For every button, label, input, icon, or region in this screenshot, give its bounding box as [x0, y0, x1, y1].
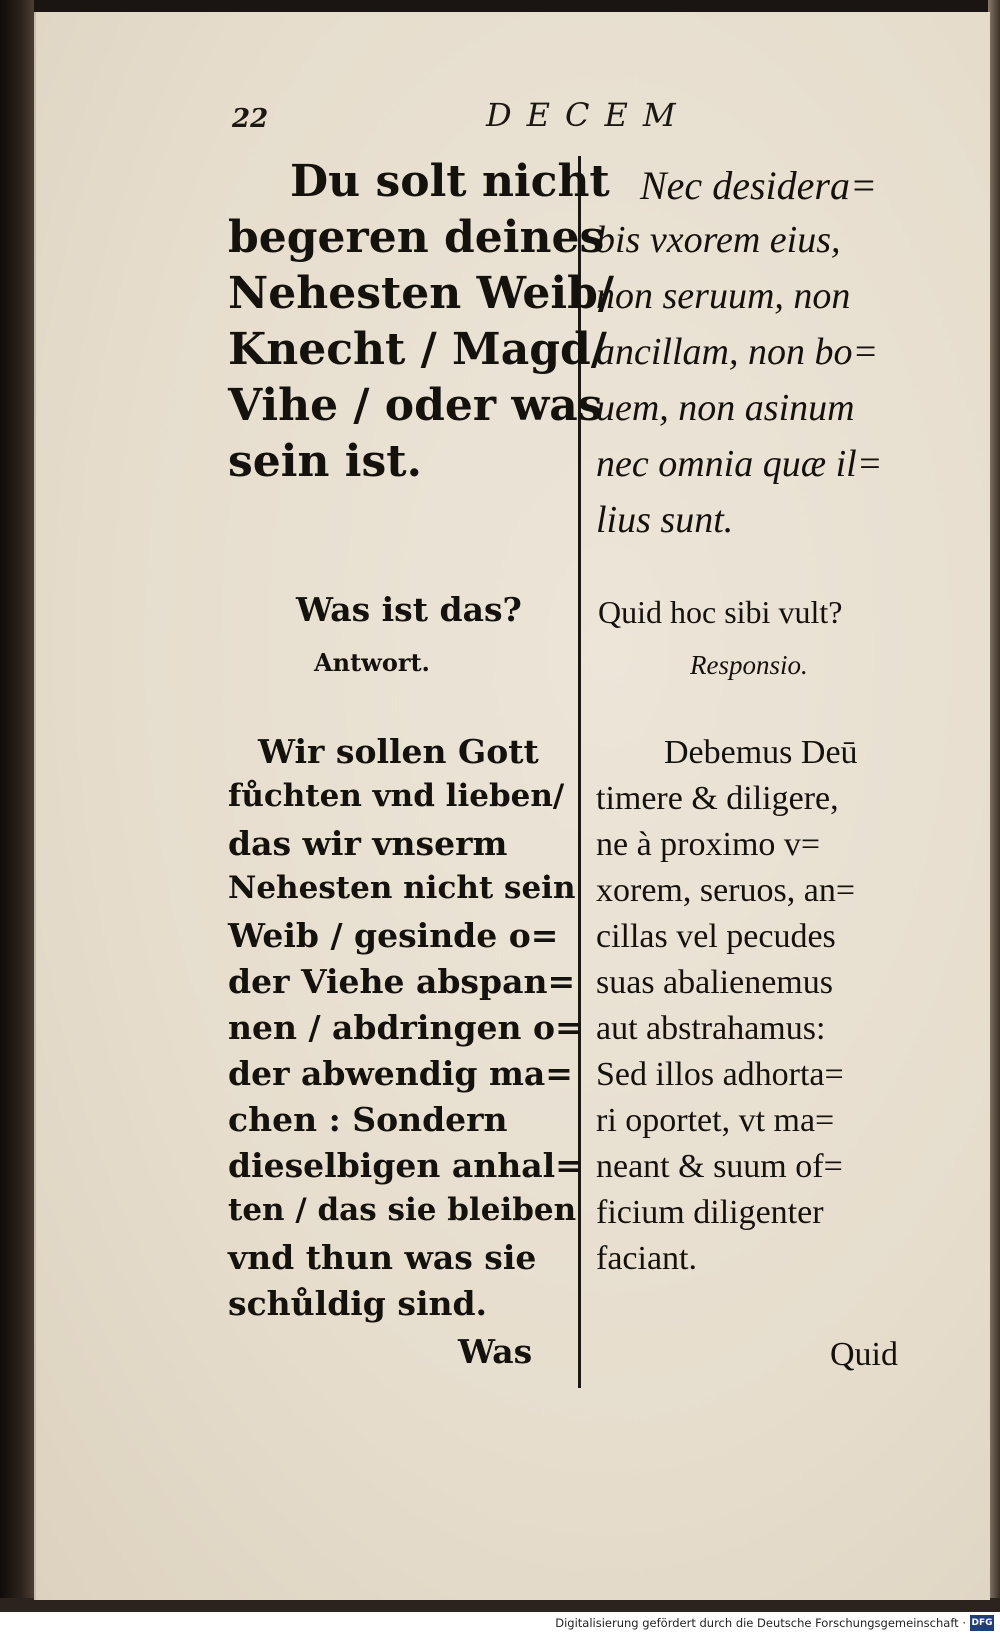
latin-catchword: Quid — [830, 1336, 898, 1373]
german-answer-line: fůchten vnd lieben/ — [228, 778, 565, 814]
latin-commandment-line: lius sunt. — [596, 499, 734, 541]
latin-commandment-line: Nec desidera= — [640, 163, 877, 208]
german-answer-line: Wir sollen Gott — [258, 732, 539, 771]
latin-answer-line: ri oportet, vt ma= — [596, 1102, 835, 1139]
german-commandment-line: Knecht / Magd/ — [228, 324, 607, 375]
german-answer-line: vnd thun was sie — [228, 1238, 537, 1277]
latin-answer-line: Sed illos adhorta= — [596, 1056, 844, 1093]
german-answer-line: ten / das sie bleiben — [228, 1192, 577, 1228]
latin-commandment-line: uem, non asinum — [596, 387, 855, 429]
running-title: DECEM — [486, 96, 691, 134]
latin-commandment-line: nec omnia quæ il= — [596, 443, 883, 485]
page-number: 22 — [232, 104, 269, 134]
german-answer-line: der Viehe abspan= — [228, 962, 576, 1001]
german-answer-line: schůldig sind. — [228, 1284, 488, 1323]
book-edge-bottom — [0, 1598, 1000, 1612]
german-commandment-line: begeren deines — [228, 212, 605, 263]
latin-answer-line: cillas vel pecudes — [596, 918, 836, 955]
latin-answer-label: Responsio. — [690, 650, 808, 680]
latin-answer-line: faciant. — [596, 1240, 697, 1277]
german-answer-line: nen / abdringen o= — [228, 1008, 583, 1047]
latin-commandment-line: non seruum, non — [596, 275, 851, 317]
german-answer-label: Antwort. — [314, 648, 430, 677]
german-commandment-line: sein ist. — [228, 436, 422, 487]
latin-answer-line: Debemus Deū — [664, 734, 858, 771]
german-question: Was ist das? — [296, 590, 522, 629]
german-answer-line: dieselbigen anhal= — [228, 1146, 583, 1185]
latin-answer-line: suas abalienemus — [596, 964, 833, 1001]
footer-bar — [0, 1612, 1000, 1637]
latin-answer-line: neant & suum of= — [596, 1148, 843, 1185]
footer-credit: Digitalisierung gefördert durch die Deutsche Forschungsgemeinschaft · — [555, 1616, 966, 1630]
german-answer-line: das wir vnserm — [228, 824, 508, 863]
latin-answer-line: xorem, seruos, an= — [596, 872, 856, 909]
latin-answer-line: aut abstrahamus: — [596, 1010, 826, 1047]
german-answer-line: Weib / gesinde o= — [228, 916, 559, 955]
latin-answer-line: ne à proximo v= — [596, 826, 821, 863]
latin-commandment-line: ancillam, non bo= — [596, 331, 879, 373]
german-answer-line: chen : Sondern — [228, 1100, 508, 1139]
german-commandment-line: Vihe / oder was — [228, 380, 603, 431]
german-answer-line: der abwendig ma= — [228, 1054, 573, 1093]
latin-answer-line: timere & diligere, — [596, 780, 839, 817]
german-catchword: Was — [458, 1332, 533, 1371]
latin-question: Quid hoc sibi vult? — [598, 594, 843, 630]
dfg-logo-icon: DFG — [970, 1615, 994, 1631]
book-edge-left — [0, 0, 34, 1612]
latin-answer-line: ficium diligenter — [596, 1194, 824, 1231]
german-answer-line: Nehesten nicht sein — [228, 870, 576, 906]
latin-commandment-line: bis vxorem eius, — [596, 219, 841, 261]
german-commandment-line: Nehesten Weib/ — [228, 268, 614, 319]
german-commandment-line: Du solt nicht — [290, 156, 610, 207]
